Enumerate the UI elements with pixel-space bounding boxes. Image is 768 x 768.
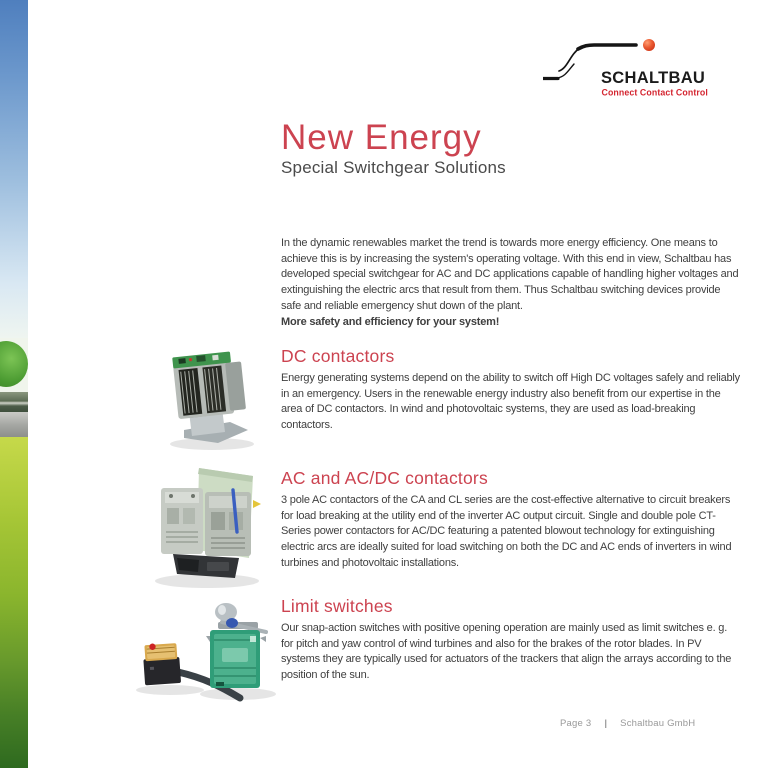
section-body: Our snap-action switches with positive opening operation are mainly used as limit switches e. g. for pitch and yaw control of wind turbines and also for the brakes of the rotor blades. In PV systems they are typically used for actuators of the trackers that align the arrays according to the position of the sun. [281, 622, 732, 682]
logo-wordmark: SCHALTBAU [601, 69, 706, 87]
schaltbau-logo [543, 34, 715, 104]
road-photo-region [0, 412, 28, 437]
page-title: New Energy [281, 118, 482, 157]
page-subtitle: Special Switchgear Solutions [281, 158, 506, 177]
dc-contactor-illustration [156, 350, 264, 452]
section-body: Energy generating systems depend on the ability to switch off High DC voltages safely and reliably in an emergency. Users in the renewable energy industry also benefit from our expertise in the area of DC contactors. In wind and photovoltaic systems, they are used as load-breaking contactors. [281, 372, 740, 432]
limit-switches-product-photo [126, 596, 280, 708]
treeline-photo-region [0, 392, 28, 412]
section-limit-switches [281, 596, 741, 684]
logo-ball-icon [643, 39, 655, 51]
nature-photo-strip [0, 0, 28, 768]
ac-contactor-product-photo [141, 460, 275, 590]
section-ac-contactors [281, 468, 741, 572]
section-heading: Limit switches [281, 596, 393, 616]
section-heading: AC and AC/DC contactors [281, 468, 488, 488]
logo-tagline: Connect Contact Control [601, 87, 708, 98]
ac-contactor-illustration [141, 460, 275, 590]
schaltbau-logo-graphic [543, 34, 715, 104]
dc-contactor-product-photo [156, 350, 264, 452]
section-dc-contactors [281, 346, 741, 434]
footer-company-name: Schaltbau GmbH [620, 718, 696, 729]
sky-photo-region [0, 0, 28, 346]
footer-page-number: Page 3 [560, 718, 592, 729]
intro-emphasis-line: More safety and efficiency for your system! [281, 315, 500, 328]
limit-switches-illustration [126, 596, 280, 708]
footer-separator: | [604, 718, 608, 729]
page-footer [560, 718, 750, 729]
intro-block [281, 236, 741, 330]
section-body: 3 pole AC contactors of the CA and CL series are the cost-effective alternative to circuit breakers for load breaking at the utility end of the inverter AC output circuit. Single and double pole CT-Series power contactors for AC/DC featuring a patented blowout technology for extinguishing electric arcs are ideally suited for load switching on both the DC and AC ends of inverters in wind turbines and photovoltaic installations. [281, 494, 732, 569]
section-heading: DC contactors [281, 346, 395, 366]
grass-photo-region [0, 437, 28, 768]
intro-paragraph: In the dynamic renewables market the trend is towards more energy efficiency. One means to achieve this is by increasing the system's operating voltage. With this end in view, Schaltbau has developed special switchgear for AC and DC applications capable of handling higher voltages and extinguishing the electric arcs that result from them. Thus Schaltbau switching devices provide safe and reliable emergency shut down of the plant. [281, 237, 739, 312]
logo-swoosh-top-icon [578, 45, 636, 49]
logo-swoosh-rise-icon [559, 48, 580, 71]
